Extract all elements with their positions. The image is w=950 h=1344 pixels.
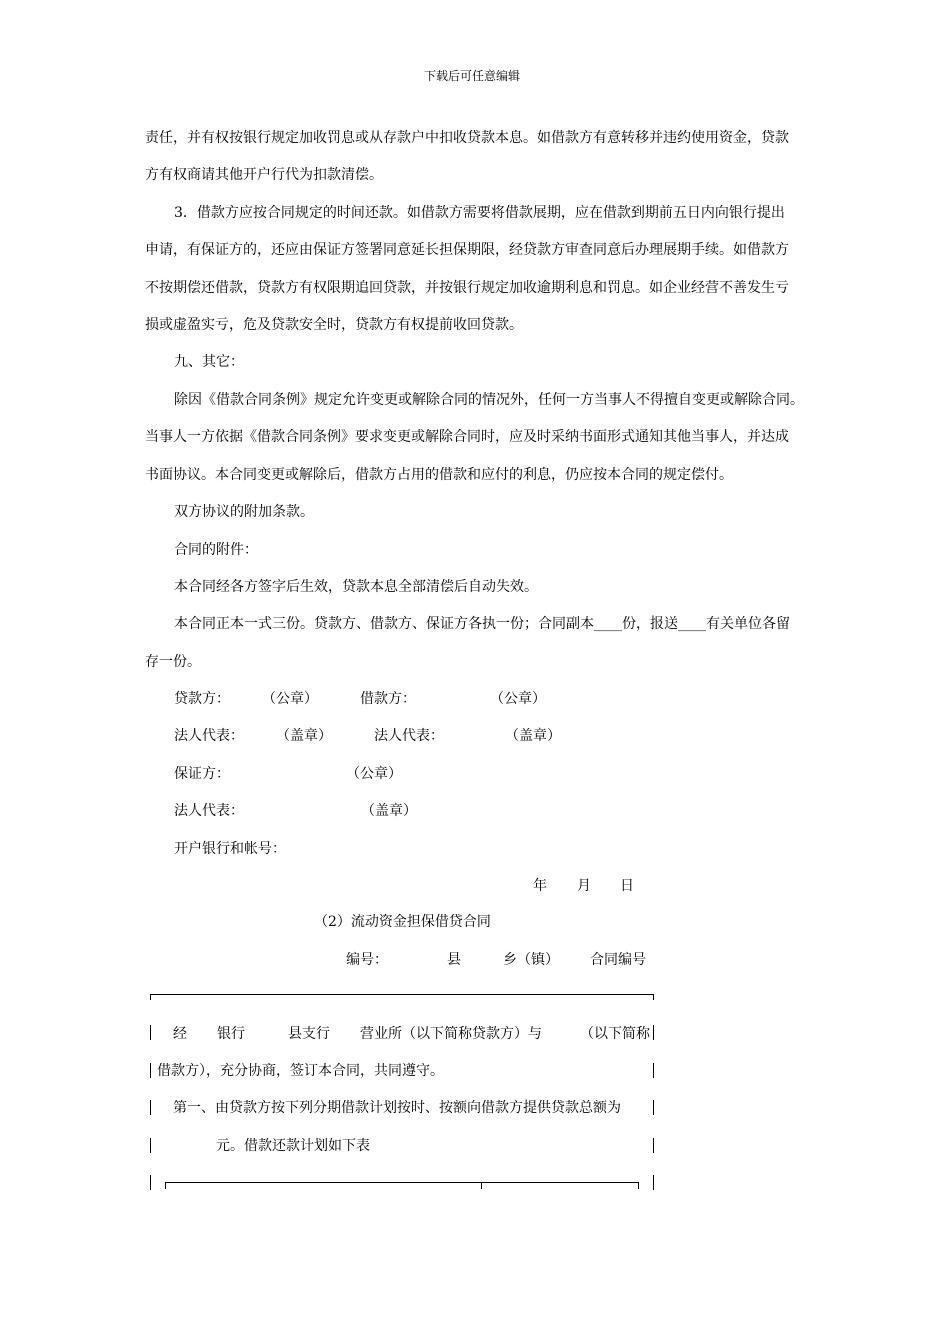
seal-note: （盖章） [505, 728, 561, 744]
paragraph-line: 书面协议。本合同变更或解除后，借款方占用的借款和应付的利息，仍应按本合同的规定偿付。 [145, 467, 733, 483]
number-label: 编号： [346, 952, 388, 968]
frame-left-border [150, 1175, 151, 1190]
legal-rep-label: 法人代表： [374, 728, 444, 744]
guarantor-label: 保证方： [174, 766, 230, 782]
borrower-label: 借款方： [360, 691, 416, 707]
contract-number-label: 合同编号 [590, 952, 646, 968]
section-heading: 九、其它： [174, 354, 244, 370]
frame-top-border [150, 994, 654, 995]
township-label: 乡（镇） [503, 952, 559, 968]
frame-right-border [653, 1063, 654, 1078]
paragraph-line: 除因《借款合同条例》规定允许变更或解除合同的情况外，任何一方当事人不得擅自变更或解除合同。 [174, 392, 804, 408]
frame-text: 经 [173, 1026, 187, 1042]
seal-note: （盖章） [361, 803, 417, 819]
paragraph-line: 3．借款方应按合同规定的时间还款。如借款方需要将借款展期，应在借款到期前五日内向银行提出 [174, 205, 785, 221]
inner-table-top-border [165, 1182, 639, 1183]
frame-text: 银行 [217, 1026, 245, 1042]
legal-rep-label: 法人代表： [174, 803, 244, 819]
date-day: 日 [620, 878, 634, 894]
contract-title: （2）流动资金担保借贷合同 [314, 914, 491, 930]
frame-text: 营业所（以下简称贷款方）与 [360, 1026, 542, 1042]
frame-text: 第一、由贷款方按下列分期借款计划按时、按额向借款方提供贷款总额为 [173, 1100, 621, 1116]
paragraph-line: 损或虚盈实亏，危及贷款安全时，贷款方有权提前收回贷款。 [145, 317, 523, 333]
seal-note: （盖章） [276, 728, 332, 744]
lender-label: 贷款方： [174, 691, 230, 707]
seal-note: （公章） [346, 766, 402, 782]
legal-rep-label: 法人代表： [174, 728, 244, 744]
paragraph-line: 本合同正本一式三份。贷款方、借款方、保证方各执一份；合同副本____份，报送____有关单位各留 [174, 616, 790, 632]
paragraph-line: 申请，有保证方的，还应由保证方签署同意延长担保期限，经贷款方审查同意后办理展期手续。如借款方 [145, 242, 789, 258]
frame-left-border [150, 1138, 151, 1153]
frame-left-border [150, 1063, 151, 1078]
paragraph-line: 双方协议的附加条款。 [174, 504, 314, 520]
county-label: 县 [447, 952, 461, 968]
frame-text: 借款方），充分协商，签订本合同，共同遵守。 [157, 1063, 444, 1079]
frame-left-border [150, 1025, 151, 1040]
frame-corner [653, 994, 654, 1000]
inner-table-corner [165, 1182, 166, 1189]
paragraph-line: 方有权商请其他开户行代为扣款清偿。 [145, 167, 383, 183]
inner-table-divider [481, 1182, 482, 1189]
paragraph-line: 存一份。 [145, 654, 201, 670]
date-month: 月 [577, 878, 591, 894]
frame-text: 元。借款还款计划如下表 [216, 1138, 370, 1154]
seal-note: （公章） [490, 691, 546, 707]
paragraph-line: 责任，并有权按银行规定加收罚息或从存款户中扣收贷款本息。如借款方有意转移并违约使用资金，贷款 [145, 130, 789, 146]
frame-right-border [653, 1138, 654, 1153]
seal-note: （公章） [262, 691, 318, 707]
inner-table-corner [638, 1182, 639, 1189]
paragraph-line: 合同的附件： [174, 542, 258, 558]
frame-right-border [653, 1025, 654, 1040]
date-year: 年 [533, 878, 547, 894]
frame-text: 县支行 [288, 1026, 330, 1042]
frame-right-border [653, 1100, 654, 1115]
bank-account-label: 开户银行和帐号： [174, 841, 286, 857]
frame-text: （以下简称 [580, 1026, 650, 1042]
page-header-note: 下载后可任意编辑 [424, 69, 521, 83]
paragraph-line: 不按期偿还借款，贷款方有权限期追回贷款，并按银行规定加收逾期利息和罚息。如企业经营不善发生亏 [145, 280, 789, 296]
frame-right-border [653, 1175, 654, 1190]
frame-corner [150, 994, 151, 1000]
paragraph-line: 本合同经各方签字后生效，贷款本息全部清偿后自动失效。 [174, 579, 538, 595]
paragraph-line: 当事人一方依据《借款合同条例》要求变更或解除合同时，应及时采纳书面形式通知其他当事人，并达成 [145, 429, 789, 445]
frame-left-border [150, 1100, 151, 1115]
